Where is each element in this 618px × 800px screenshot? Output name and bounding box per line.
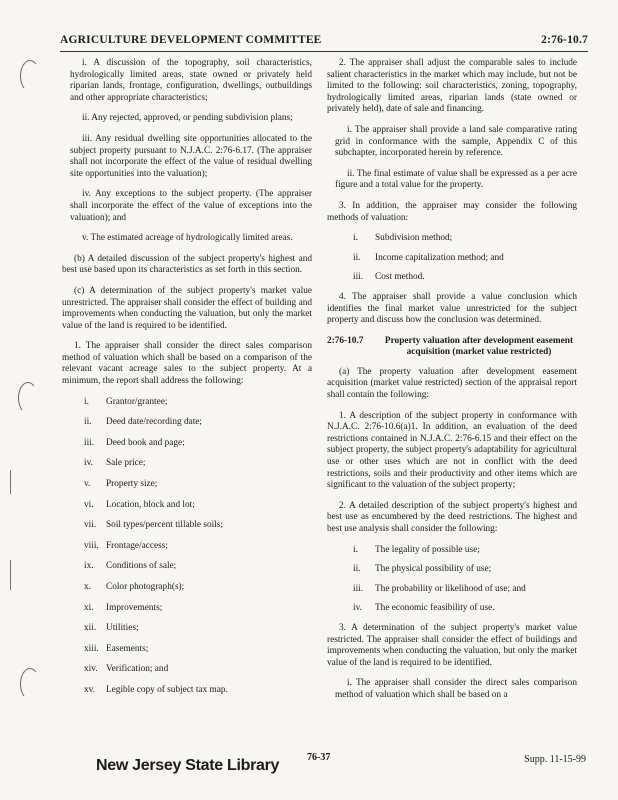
list-item: xiii. Easements; — [84, 643, 149, 654]
uses-list — [327, 545, 577, 615]
list-item: ii. The physical possibility of use; — [353, 564, 492, 575]
left-subitems — [62, 58, 312, 245]
list-item: i. Subdivision method; — [353, 233, 453, 244]
paragraph-a1: 1. A description of the subject property in conformance with N.J.A.C. 2:76-10.6(a)1. In addition, an evaluation of the deed restrictions contained in N.J.A.C. 2:76-6.15 and their effect on the subject property, the subject property's adaptability for agricultural use or other uses which are not in conflict with the deed restrictions, soils and their productivity and other items which are significant to the valuation of the subject property; — [327, 410, 577, 491]
supplement-date: Supp. 11-15-99 — [524, 754, 586, 765]
section-heading — [327, 336, 577, 359]
list-item: iv. The economic feasibility of use. — [353, 603, 495, 614]
paragraph-ii: ii. Any rejected, approved, or pending subdivision plans; — [82, 113, 293, 124]
header-section-number: 2:76-10.7 — [541, 34, 588, 46]
list-item: i. Grantor/grantee; — [84, 396, 168, 407]
right-column — [327, 58, 577, 711]
list-item: ii. Deed date/recording date; — [84, 417, 203, 428]
paragraph-2-i: i. The appraiser shall provide a land sale comparative rating grid in conformance with the sample, Appendix C of this subchapter, incorporated herein by reference. — [335, 124, 577, 159]
paragraph-iv: iv. Any exceptions to the subject property. (The appraiser shall incorporate the effect of the value of exceptions into the valuation); and — [70, 189, 312, 223]
header-rule — [60, 51, 588, 52]
list-item: i. The legality of possible use; — [353, 544, 480, 555]
paragraph-i: i. A discussion of the topography, soil characteristics, hydrologically limited areas, state owned or privately held riparian lands, frontage, configuration, dwellings, outbuildings and other appropriate characteristics; — [70, 58, 312, 103]
paragraph-3: 3. In addition, the appraiser may consider the following methods of valuation: — [327, 200, 577, 223]
list-item: xi. Improvements; — [84, 602, 163, 613]
list-item: viii. Frontage/access; — [84, 540, 168, 551]
methods-list — [327, 233, 577, 284]
right-subitems-2 — [327, 678, 577, 701]
paragraph-iii: iii. Any residual dwelling site opportunities allocated to the subject property pursuant to N.J.A.C. 2:76-6.17. (The appraiser shall not incorporate the effect of the value of residual dwelling site opportunities into the valuation); — [70, 133, 312, 179]
section-title: Property valuation after development easement acquisition (market value restricted) — [384, 335, 574, 358]
sales-items-list — [62, 397, 312, 697]
list-item: x. Color photograph(s); — [84, 582, 185, 592]
list-item: xii. Utilities; — [84, 623, 139, 634]
punch-hole-mark — [18, 382, 38, 414]
list-item: vi. Location, block and lot; — [84, 499, 195, 510]
margin-tick — [10, 560, 11, 590]
punch-hole-mark — [20, 60, 40, 92]
list-item: iii. Cost method. — [353, 272, 425, 283]
header-title: AGRICULTURE DEVELOPMENT COMMITTEE — [60, 34, 322, 46]
paragraph-a: (a) The property valuation after development easement acquisition (market value restricted) section of the appraisal report shall contain the following: — [327, 366, 577, 401]
paragraph-a2: 2. A detailed description of the subject property's highest and best use as encumbered by the deed restrictions. The highest and best use analysis shall consider the following: — [327, 500, 577, 534]
paragraph-a3: 3. A determination of the subject property's market value restricted. The appraiser shall consider the effect of buildings and improvements when conducting the valuation, but only the market value of the land is required to be identified. — [327, 622, 577, 668]
paragraph-v: v. The estimated acreage of hydrologically limited areas. — [82, 233, 293, 244]
margin-tick — [10, 470, 11, 494]
paragraph-c1: 1. The appraiser shall consider the direct sales comparison method of valuation which shall be based on a comparison of the relevant vacant acreage sales to the subject property. At a minimum, the report shall address the following: — [62, 341, 312, 387]
paragraph-2: 2. The appraiser shall adjust the comparable sales to include salient characteristics in the market which may include, but not be limited to the following: soil characteristics, zoning, topography, hydrologically limited areas, riparian lands (state owned or privately held), date of sale and financing. — [327, 58, 577, 115]
paragraph-2-ii: ii. The final estimate of value shall be expressed as a per acre figure and a total value for the property. — [335, 168, 577, 191]
running-header — [60, 34, 588, 50]
list-item: v. Property size; — [84, 479, 158, 490]
library-stamp: New Jersey State Library — [96, 757, 280, 774]
list-item: xiv. Verification; and — [84, 664, 169, 675]
list-item: iii. Deed book and page; — [84, 437, 185, 448]
paragraph-c: (c) A determination of the subject property's market value unrestricted. The appraiser shall consider the effect of building and improvements when conducting the valuation, but only the market value of the land is required to be identified. — [62, 285, 312, 331]
list-item: ii. Income capitalization method; and — [353, 252, 504, 263]
paragraph-b: (b) A detailed discussion of the subject property's highest and best use based upon its characteristics as set forth in this section. — [62, 253, 312, 276]
list-item: vii. Soil types/percent tillable soils; — [84, 520, 223, 531]
paragraph-4: 4. The appraiser shall provide a value conclusion which identifies the final market value unrestricted for the subject property and discuss how the conclusion was determined. — [327, 291, 577, 326]
list-item: xv. Legible copy of subject tax map. — [84, 684, 228, 695]
paragraph-a3-i: i. The appraiser shall consider the direct sales comparison method of valuation which shall be based on a — [335, 678, 577, 700]
left-column — [62, 58, 312, 706]
punch-hole-mark — [20, 668, 40, 700]
page-number: 76-37 — [307, 752, 331, 763]
section-number: 2:76-10.7 — [327, 335, 364, 346]
list-item: iv. Sale price; — [84, 458, 146, 469]
right-subitems — [327, 125, 577, 192]
list-item: iii. The probability or likelihood of use; and — [353, 583, 526, 594]
list-item: ix. Conditions of sale; — [84, 561, 177, 572]
